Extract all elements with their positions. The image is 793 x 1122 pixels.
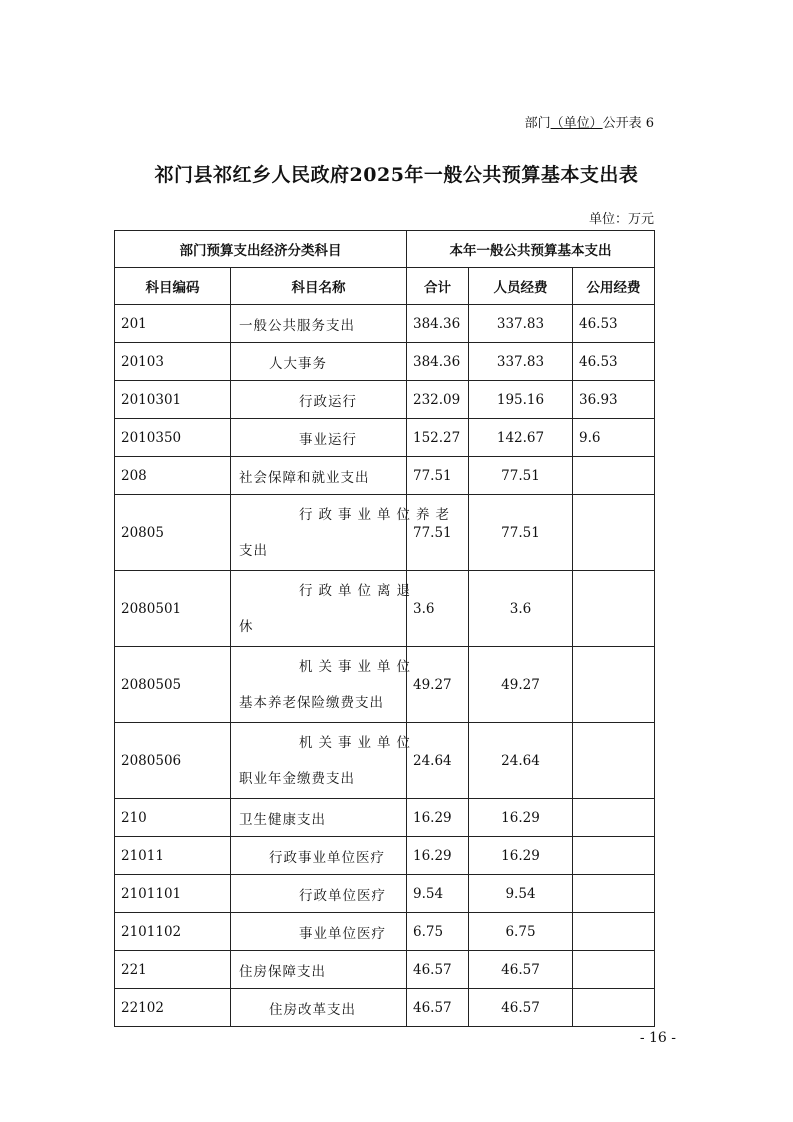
row-code: 20805	[115, 495, 231, 571]
table-row	[115, 989, 655, 1027]
column-header-public: 公用经费	[573, 268, 655, 305]
row-total: 384.36	[407, 343, 469, 381]
row-name: 住房改革支出	[231, 989, 407, 1027]
row-personnel: 46.57	[469, 989, 573, 1027]
column-header-total: 合计	[407, 268, 469, 305]
row-name: 行政运行	[231, 381, 407, 419]
table-row	[115, 381, 655, 419]
row-code: 20103	[115, 343, 231, 381]
row-personnel: 46.57	[469, 951, 573, 989]
table-row	[115, 343, 655, 381]
row-public	[573, 913, 655, 951]
row-name: 事业单位医疗	[231, 913, 407, 951]
row-personnel: 3.6	[469, 571, 573, 647]
row-name-line2: 支出	[239, 542, 268, 559]
row-total: 6.75	[407, 913, 469, 951]
page-title: 祁门县祁红乡人民政府2025年一般公共预算基本支出表	[154, 164, 639, 186]
row-public	[573, 837, 655, 875]
group-header-expenditure: 本年一般公共预算基本支出	[407, 231, 655, 268]
row-total: 9.54	[407, 875, 469, 913]
row-code: 210	[115, 799, 231, 837]
row-total: 77.51	[407, 495, 469, 571]
row-name	[231, 571, 416, 647]
row-name: 住房保障支出	[231, 951, 407, 989]
row-personnel: 337.83	[469, 343, 573, 381]
row-personnel: 142.67	[469, 419, 573, 457]
row-total: 16.29	[407, 799, 469, 837]
row-personnel: 16.29	[469, 799, 573, 837]
row-name: 行政事业单位医疗	[231, 837, 407, 875]
row-total: 232.09	[407, 381, 469, 419]
row-total: 3.6	[407, 571, 469, 647]
row-code: 2080505	[115, 647, 231, 723]
table-row	[115, 913, 655, 951]
table-row	[115, 305, 655, 343]
row-name	[231, 723, 416, 799]
form-unit: （单位）	[550, 116, 603, 131]
row-personnel: 337.83	[469, 305, 573, 343]
row-personnel: 195.16	[469, 381, 573, 419]
unit-label: 单位：万元	[588, 212, 654, 227]
form-suffix: 公开表 6	[602, 116, 654, 131]
form-prefix: 部门	[524, 116, 551, 131]
group-header-classification: 部门预算支出经济分类科目	[115, 231, 407, 268]
row-code: 208	[115, 457, 231, 495]
row-code: 2101102	[115, 913, 231, 951]
row-code: 2080506	[115, 723, 231, 799]
table-row	[115, 837, 655, 875]
row-public	[573, 457, 655, 495]
row-public	[573, 799, 655, 837]
row-public	[573, 723, 655, 799]
row-name-line2: 职业年金缴费支出	[239, 770, 355, 787]
row-code: 2010301	[115, 381, 231, 419]
row-personnel: 49.27	[469, 647, 573, 723]
column-header-name: 科目名称	[231, 268, 407, 305]
row-code: 2010350	[115, 419, 231, 457]
row-name: 一般公共服务支出	[231, 305, 407, 343]
row-personnel: 77.51	[469, 457, 573, 495]
row-name	[231, 647, 416, 723]
row-name: 卫生健康支出	[231, 799, 407, 837]
row-total: 152.27	[407, 419, 469, 457]
form-number	[0, 112, 654, 131]
table-row	[115, 951, 655, 989]
row-name-line1: 机关事业单位	[299, 658, 416, 675]
table-row	[115, 457, 655, 495]
row-total: 24.64	[407, 723, 469, 799]
row-name: 社会保障和就业支出	[231, 457, 407, 495]
row-name-line2: 休	[239, 618, 254, 635]
table-row	[115, 723, 655, 799]
table-row	[115, 419, 655, 457]
row-code: 221	[115, 951, 231, 989]
table-row	[115, 571, 655, 647]
row-name-line1: 行政单位离退	[299, 582, 416, 599]
row-personnel: 16.29	[469, 837, 573, 875]
table-row	[115, 495, 655, 571]
row-public	[573, 495, 655, 571]
row-public: 9.6	[573, 419, 655, 457]
column-header-personnel: 人员经费	[469, 268, 573, 305]
row-code: 2101101	[115, 875, 231, 913]
row-public	[573, 647, 655, 723]
row-code: 201	[115, 305, 231, 343]
row-code: 2080501	[115, 571, 231, 647]
row-total: 49.27	[407, 647, 469, 723]
row-total: 16.29	[407, 837, 469, 875]
row-name: 事业运行	[231, 419, 407, 457]
row-personnel: 6.75	[469, 913, 573, 951]
row-name-line1: 行政事业单位养老	[299, 506, 455, 523]
row-public: 46.53	[573, 343, 655, 381]
row-code: 22102	[115, 989, 231, 1027]
row-total: 46.57	[407, 989, 469, 1027]
row-public	[573, 989, 655, 1027]
row-total: 46.57	[407, 951, 469, 989]
row-public	[573, 571, 655, 647]
row-name: 人大事务	[231, 343, 407, 381]
row-personnel: 9.54	[469, 875, 573, 913]
row-public: 36.93	[573, 381, 655, 419]
row-name: 行政单位医疗	[231, 875, 407, 913]
budget-table	[114, 230, 655, 1027]
row-name-line1: 机关事业单位	[299, 734, 416, 751]
column-header-code: 科目编码	[115, 268, 231, 305]
column-header-row	[115, 268, 655, 305]
row-name-line2: 基本养老保险缴费支出	[239, 694, 384, 711]
group-header-row	[115, 231, 655, 268]
row-code: 21011	[115, 837, 231, 875]
row-personnel: 24.64	[469, 723, 573, 799]
row-personnel: 77.51	[469, 495, 573, 571]
table-row	[115, 799, 655, 837]
table-row	[115, 875, 655, 913]
page-number: - 16 -	[639, 1030, 676, 1046]
row-public: 46.53	[573, 305, 655, 343]
row-total: 77.51	[407, 457, 469, 495]
row-total: 384.36	[407, 305, 469, 343]
row-public	[573, 951, 655, 989]
table-row	[115, 647, 655, 723]
row-public	[573, 875, 655, 913]
